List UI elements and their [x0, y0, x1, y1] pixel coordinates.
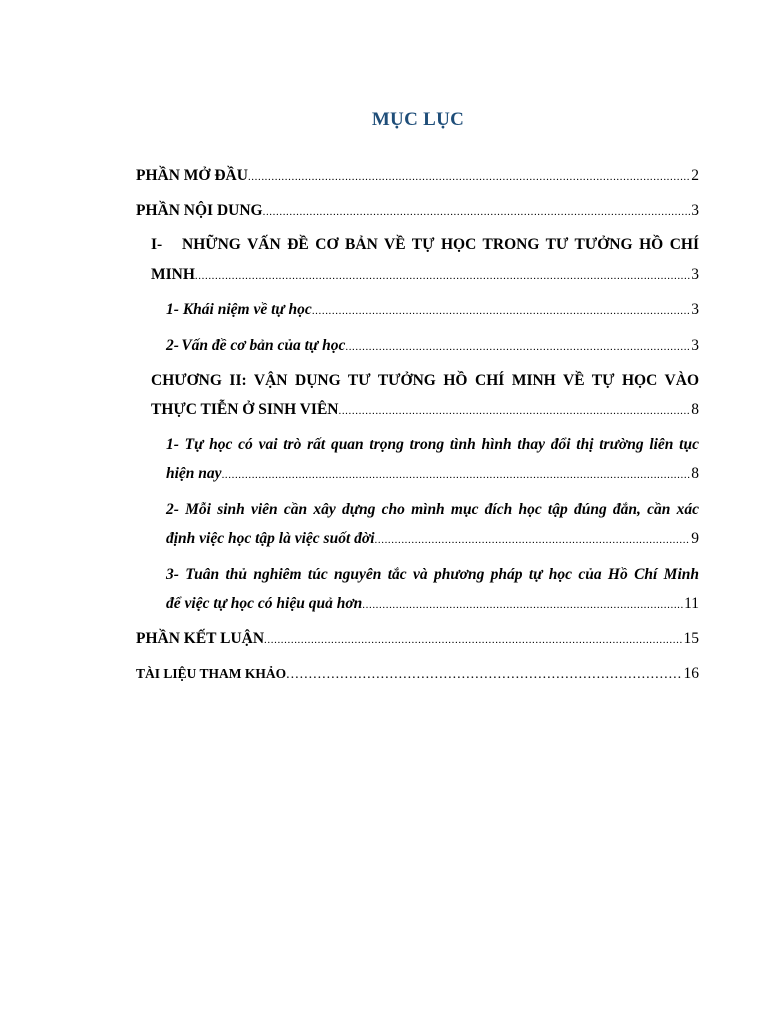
toc-entry-chapter-2-2-line1[interactable] [166, 501, 699, 519]
toc-page-number: 11 [684, 595, 699, 612]
dot-leader [362, 599, 683, 611]
toc-entry-text: 1- Tự học có vai trò rất quan trọng trong tình hình thay đổi thị trường liên tục [166, 436, 699, 453]
toc-entry-chapter-2-2-line2[interactable] [166, 530, 699, 548]
toc-entry-number: 1- [166, 301, 179, 318]
dot-leader [375, 534, 691, 546]
toc-page-number: 15 [683, 630, 699, 647]
toc-entry-section-1-2[interactable] [166, 337, 699, 355]
toc-entry-text: THỰC TIỄN Ở SINH VIÊN [151, 401, 339, 418]
dot-leader [312, 305, 690, 317]
toc-entry-text: PHẦN MỞ ĐẦU [136, 167, 248, 184]
toc-entry-text: PHẦN NỘI DUNG [136, 202, 263, 219]
toc-entry-text: Khái niệm về tự học [182, 301, 312, 318]
toc-entry-number: I- [151, 236, 163, 253]
toc-entry-intro[interactable] [136, 167, 699, 185]
toc-entry-text: NHỮNG VẤN ĐỀ CƠ BẢN VỀ TỰ HỌC TRONG TƯ TƯỞNG HỒ CHÍ [182, 236, 699, 253]
dot-leader [345, 341, 690, 353]
toc-entry-text: định việc học tập là việc suốt đời [166, 530, 375, 547]
toc-entry-section-1-line1[interactable] [151, 236, 699, 254]
toc-page-number: 3 [691, 266, 699, 283]
toc-entry-text: TÀI LIỆU THAM KHẢO [136, 666, 287, 681]
dot-leader [264, 634, 682, 646]
toc-page-number: 3 [691, 202, 699, 219]
dot-leader [286, 667, 682, 683]
dot-leader [263, 206, 691, 218]
toc-entry-text: 2- Mỗi sinh viên cần xây dựng cho mình mục đích học tập đúng đắn, cần xác [166, 501, 699, 518]
dot-leader [195, 270, 690, 282]
toc-page-number: 3 [691, 337, 699, 354]
toc-page-number: 8 [691, 465, 699, 482]
toc-entry-chapter-2-3-line2[interactable] [166, 595, 699, 613]
toc-page-number: 8 [691, 401, 699, 418]
toc-entry-text: để việc tự học có hiệu quả hơn [166, 595, 363, 612]
toc-entry-section-1-line2[interactable] [151, 266, 699, 284]
toc-entry-references[interactable] [136, 665, 699, 683]
toc-page-number: 9 [691, 530, 699, 547]
toc-entry-text: Vấn đề cơ bản của tự học [181, 337, 346, 354]
toc-entry-section-1-1[interactable] [166, 301, 699, 319]
toc-title: MỤC LỤC [371, 109, 465, 130]
toc-page-number: 16 [683, 665, 699, 682]
dot-leader [248, 171, 690, 183]
toc-entry-chapter-2-3-line1[interactable] [166, 566, 699, 584]
toc-entry-content[interactable] [136, 202, 699, 220]
dot-leader [222, 469, 691, 481]
toc-entry-chapter-2-line1[interactable] [151, 372, 699, 390]
toc-page-number: 2 [691, 167, 699, 184]
toc-entry-chapter-2-1-line2[interactable] [166, 465, 699, 483]
toc-entry-conclusion[interactable] [136, 630, 699, 648]
toc-entry-chapter-2-1-line1[interactable] [166, 436, 699, 454]
toc-entry-text: hiện nay [166, 465, 222, 482]
toc-entry-text: MINH [151, 266, 195, 283]
toc-page-number: 3 [691, 301, 699, 318]
toc-entry-text: 3- Tuân thủ nghiêm túc nguyên tắc và phương pháp tự học của Hồ Chí Minh [166, 566, 699, 583]
dot-leader [338, 405, 690, 417]
toc-entry-number: 2- [166, 337, 179, 354]
toc-entry-text: PHẦN KẾT LUẬN [136, 630, 265, 647]
toc-entry-chapter-2-line2[interactable] [151, 401, 699, 419]
toc-entry-text: CHƯƠNG II: VẬN DỤNG TƯ TƯỞNG HỒ CHÍ MINH VỀ TỰ HỌC VÀO [151, 372, 699, 389]
